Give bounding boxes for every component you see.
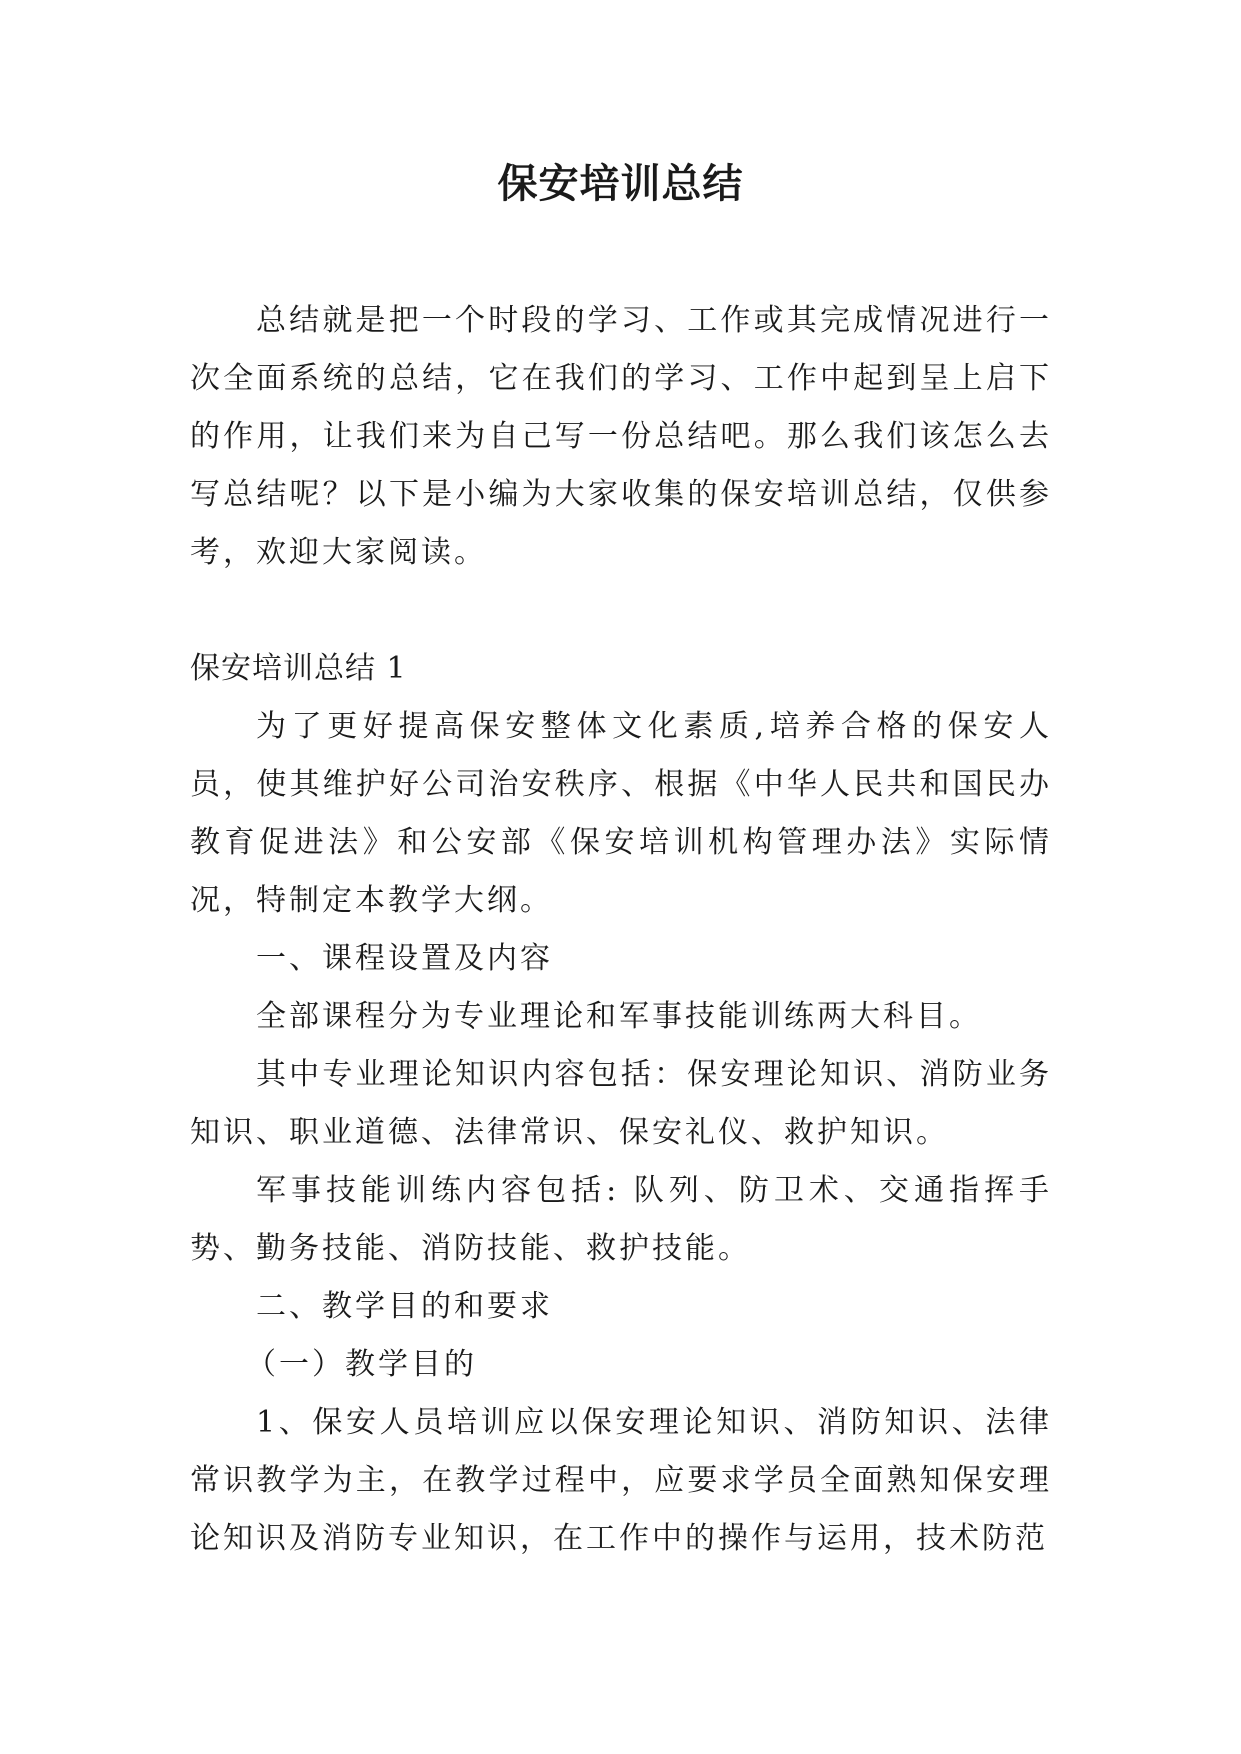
paragraph-item-1: 1、保安人员培训应以保安理论知识、消防知识、法律常识教学为主，在教学过程中，应要求学员全面熟知保安理论知识及消防专业知识，在工作中的操作与运用，技术防范 <box>190 1405 1052 1556</box>
document-title: 保安培训总结 <box>497 160 744 207</box>
section-heading: 保安培训总结 1 <box>190 651 407 686</box>
subheading-teaching-purpose: （一）教学目的 <box>246 1347 477 1382</box>
paragraph-course-overview: 全部课程分为专业理论和军事技能训练两大科目。 <box>256 999 982 1034</box>
paragraph-theory-content: 其中专业理论知识内容包括：保安理论知识、消防业务知识、职业道德、法律常识、保安礼仪、救护知识。 <box>190 1057 1052 1150</box>
heading-teaching-goals: 二、教学目的和要求 <box>256 1289 553 1324</box>
paragraph-military-content: 军事技能训练内容包括: 队列、防卫术、交通指挥手势、勤务技能、消防技能、救护技能。 <box>190 1173 1052 1266</box>
paragraph-purpose: 为了更好提高保安整体文化素质,培养合格的保安人员，使其维护好公司治安秩序、根据《中华人民共和国民办教育促进法》和公安部《保安培训机构管理办法》实际情况，特制定本教学大纲。 <box>190 709 1052 918</box>
intro-paragraph: 总结就是把一个时段的学习、工作或其完成情况进行一次全面系统的总结，它在我们的学习、工作中起到呈上启下的作用，让我们来为自己写一份总结吧。那么我们该怎么去写总结呢？以下是小编为大家收集的保安培训总结，仅供参考，欢迎大家阅读。 <box>190 303 1052 570</box>
heading-course-setup: 一、课程设置及内容 <box>256 941 553 976</box>
